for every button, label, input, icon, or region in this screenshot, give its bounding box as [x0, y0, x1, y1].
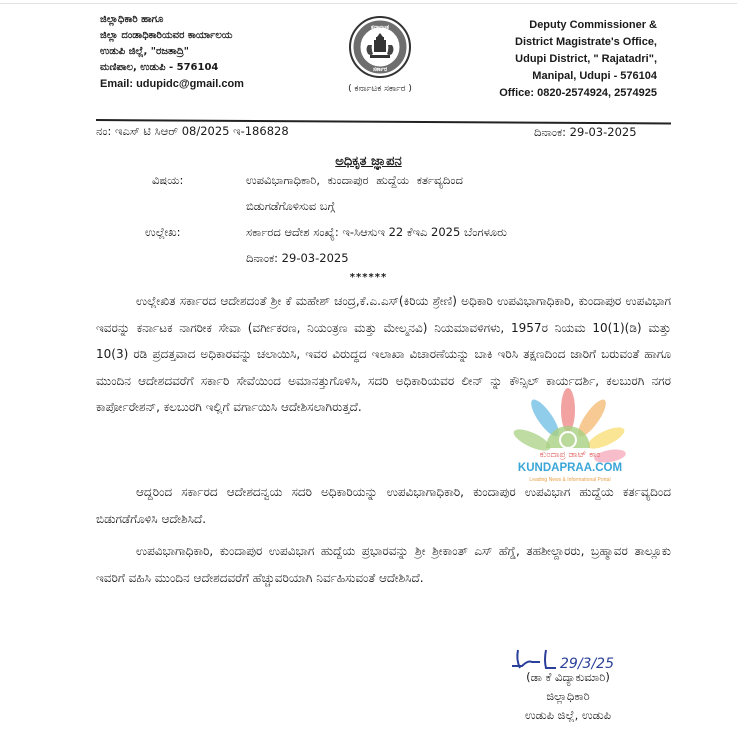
signatory-block — [478, 668, 658, 725]
reference-doc-label: ಉಲ್ಲೇಖ: — [145, 225, 181, 239]
letterhead-line: ಉಡುಪಿ ಜಿಲ್ಲೆ, "ರಜತಾದ್ರಿ" — [100, 46, 189, 57]
subject-line-1: ಉಪವಿಭಾಗಾಧಿಕಾರಿ, ಕುಂದಾಪುರ ಹುದ್ದೆಯ ಕರ್ತವ್ಯದಿಂದ — [246, 173, 463, 187]
paragraph-text: ಉಪವಿಭಾಗಾಧಿಕಾರಿ, ಕುಂದಾಪುರ ಉಪವಿಭಾಗ ಹುದ್ದೆಯ ಪ್ರಭಾರವನ್ನು ಶ್ರೀ ಶ್ರೀಕಾಂತ್ ಎಸ್ ಹೆಗ್ಡೆ, ತಹಶೀಲ್ದಾರರು, ಬ್ರಹ್ಮಾವರ ತಾಲ್ಲೂಕು ಇವರಿಗೆ ವಹಿಸಿ ಮುಂದಿನ ಆದೇಶದವರೆಗೆ ಹೆಚ್ಚುವರಿಯಾಗಿ ನಿರ್ವಹಿಸುವಂತೆ ಆದೇಶಿಸಿದೆ. — [96, 544, 671, 585]
seal-top-text: ಕರ್ನಾಟಕ — [371, 24, 389, 31]
letterhead-line: District Magistrate's Office, — [515, 36, 657, 48]
seal-caption: ( ಕರ್ನಾಟಕ ಸರ್ಕಾರ ) — [348, 84, 412, 94]
letterhead-line: Deputy Commissioner & — [529, 19, 657, 31]
scan-top-edge — [0, 3, 737, 4]
subject-line-2: ಬಿಡುಗಡೆಗೊಳಿಸುವ ಬಗ್ಗೆ — [246, 199, 335, 213]
seal-bottom-text: ಸರ್ಕಾರ — [372, 66, 388, 73]
letterhead-kannada — [100, 12, 244, 92]
letterhead-phone: Office: 0820-2574924, 2574925 — [499, 87, 657, 99]
paragraph-text: ಉಲ್ಲೇಖಿತ ಸರ್ಕಾರದ ಆದೇಶದಂತೆ ಶ್ರೀ ಕೆ ಮಹೇಶ್ ಚಂದ್ರ,ಕೆ.ಎ.ಎಸ್(ಕಿರಿಯ ಶ್ರೇಣಿ) ಅಧಿಕಾರಿ ಉಪವಿಭಾಗಾಧಿಕಾರಿ, ಕುಂದಾಪುರ ಉಪವಿಭಾಗ ಇವರನ್ನು ಕರ್ನಾಟಕ ನಾಗರೀಕ ಸೇವಾ (ವರ್ಗೀಕರಣ, ನಿಯಂತ್ರಣ ಮತ್ತು ಮೇಲ್ಮನವಿ) ನಿಯಮಾವಳಿಗಳು, 1957ರ ನಿಯಮ 10(1)(ಡಿ) ಮತ್ತು 10(3) ರಡಿ ಪ್ರದತ್ತವಾದ ಅಧಿಕಾರವನ್ನು ಚಲಾಯಿಸಿ, ಇವರ ವಿರುದ್ಧದ ಇಲಾಖಾ ವಿಚಾರಣೆಯನ್ನು ಬಾಕಿ ಇರಿಸಿ ತಕ್ಷಣದಿಂದ ಜಾರಿಗೆ ಬರುವಂತೆ ಹಾಗೂ ಮುಂದಿನ ಆದೇಶದವರೆಗೆ ಸರ್ಕಾರಿ ಸೇವೆಯಿಂದ ಅಮಾನತ್ತುಗೊಳಿಸಿ, ಸದರಿ ಅಧಿಕಾರಿಯವರ ಲೀನ್ ನ್ನು ಕೌನ್ಸಿಲ್ ಕಾರ್ಯದರ್ಶಿ, ಕಲಬುರಗಿ ನಗರ ಕಾರ್ಪೋರೇಶನ್, ಕಲಬುರಗಿ ಇಲ್ಲಿಗೆ ವರ್ಗಾಯಿಸಿ ಆದೇಶಿಸಲಾಗಿರುತ್ತದೆ. — [96, 294, 671, 414]
letterhead-line: ಜಿಲ್ಲಾ ದಂಡಾಧಿಕಾರಿಯವರ ಕಾರ್ಯಾಲಯ — [100, 30, 233, 41]
subject-label: ವಿಷಯ: — [152, 173, 184, 187]
letterhead-line: Manipal, Udupi - 576104 — [532, 70, 657, 82]
signatory-office: ಉಡುಪಿ ಜಿಲ್ಲೆ, ಉಡುಪಿ — [525, 708, 611, 722]
section-separator: ****** — [349, 272, 388, 283]
letterhead-line: Udupi District, " Rajatadri", — [515, 53, 657, 65]
signature-date: 29/3/25 — [560, 656, 614, 672]
watermark-site-name: KUNDAPRAA.COM — [517, 462, 623, 474]
reference-number: ನಂ: ಇಎಸ್ ಟಿ ಸಿಆರ್ 08/2025 ಇ-186828 — [96, 124, 289, 138]
watermark-kannada-text: ಕುಂದಾಪ್ರ ಡಾಟ್ ಕಾಂ — [539, 450, 601, 460]
letterhead-email: Email: udupidc@gmail.com — [100, 78, 244, 90]
signatory-designation: ಜಿಲ್ಲಾಧಿಕಾರಿ — [546, 689, 590, 703]
signatory-name: (ಡಾ ಕೆ ವಿದ್ಯಾಕುಮಾರಿ) — [526, 670, 610, 684]
reference-doc-line-2: ದಿನಾಂಕ: 29-03-2025 — [246, 251, 349, 265]
letterhead-english — [499, 17, 657, 102]
letterhead-line: ಮಣಿಪಾಲ, ಉಡುಪಿ - 576104 — [100, 62, 219, 73]
letterhead-line: ಜಿಲ್ಲಾಧಿಕಾರಿ ಹಾಗೂ — [100, 14, 164, 25]
watermark-tagline: Leading News & Informational Portal — [529, 477, 611, 483]
reference-doc-line-1: ಸರ್ಕಾರದ ಆದೇಶ ಸಂಖ್ಯೆ: ಇ-ಸಿಆಸುಇ 22 ಕೆಇಎ 2025 ಬೆಂಗಳೂರು — [246, 225, 507, 239]
karnataka-emblem-seal — [348, 15, 412, 79]
reference-date: ದಿನಾಂಕ: 29-03-2025 — [534, 125, 637, 139]
body-paragraph-3 — [96, 538, 671, 591]
paragraph-text: ಆದ್ದರಿಂದ ಸರ್ಕಾರದ ಆದೇಶದನ್ವಯ ಸದರಿ ಅಧಿಕಾರಿಯನ್ನು ಉಪವಿಭಾಗಾಧಿಕಾರಿ, ಕುಂದಾಪುರ ಉಪವಿಭಾಗ ಹುದ್ದೆಯ ಕರ್ತವ್ಯದಿಂದ ಬಿಡುಗಡೆಗೊಳಿಸಿ ಆದೇಶಿಸಿದೆ. — [96, 485, 671, 526]
document-title: ಅಧಿಕೃತ ಜ್ಞಾಪನ — [335, 154, 402, 169]
